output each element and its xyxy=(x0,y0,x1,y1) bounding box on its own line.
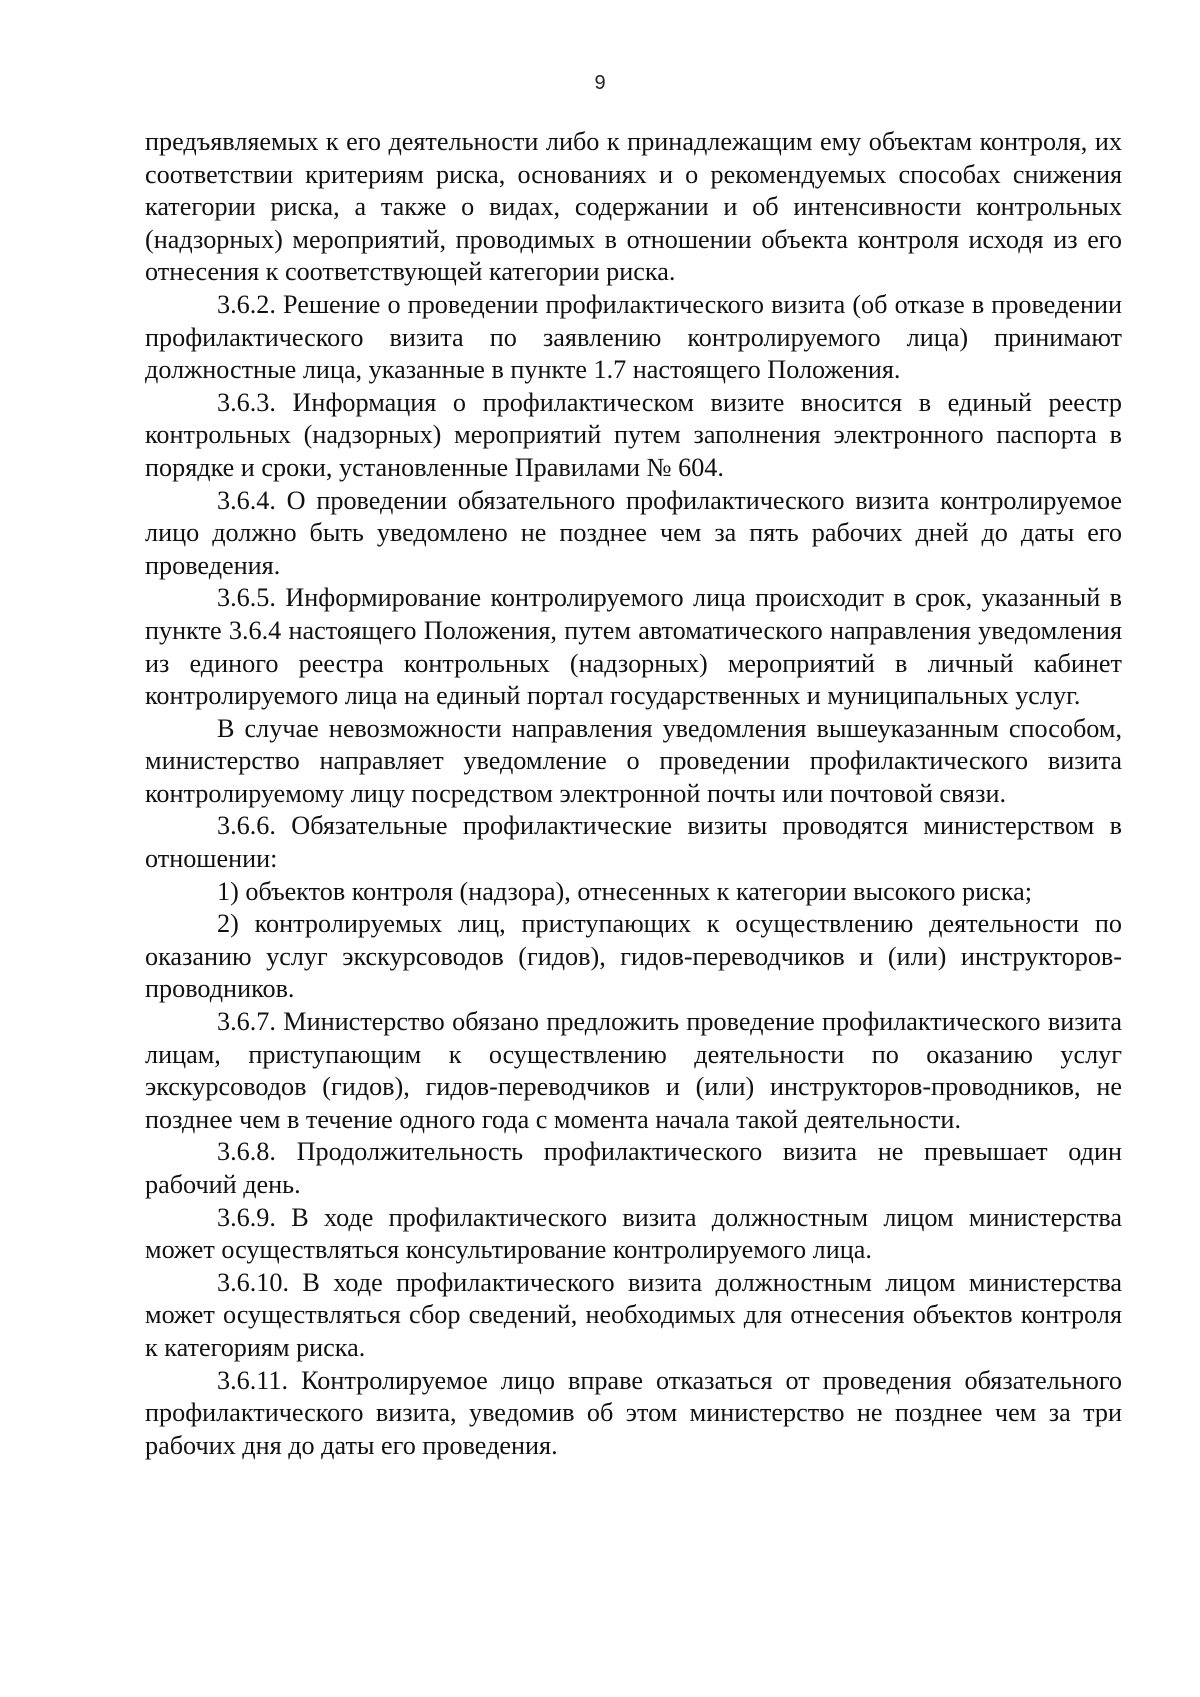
document-body xyxy=(145,126,1122,1462)
paragraph-3-6-4: 3.6.4. О проведении обязательного профилактического визита контролируемое лицо должно быть уведомлено не позднее чем за пять рабочих дней до даты его проведения. xyxy=(145,485,1122,580)
list-item-2: 2) контролируемых лиц, приступающих к осуществлению деятельности по оказанию услуг экскурсоводов (гидов), гидов-переводчиков и (или) инструкторов-проводников. xyxy=(145,909,1122,1004)
paragraph-3-6-9: 3.6.9. В ходе профилактического визита должностным лицом министерства может осуществляться консультирование контролируемого лица. xyxy=(145,1202,1122,1265)
paragraph-3-6-5-notice: В случае невозможности направления уведомления вышеуказанным способом, министерство направляет уведомление о проведении профилактического визита контролируемому лицу посредством электронной почты или почтовой связи. xyxy=(145,713,1122,808)
paragraph-3-6-11: 3.6.11. Контролируемое лицо вправе отказаться от проведения обязательного профилактического визита, уведомив об этом министерство не позднее чем за три рабочих дня до даты его проведения. xyxy=(145,1365,1122,1460)
page-number: 9 xyxy=(594,72,606,94)
paragraph-3-6-7: 3.6.7. Министерство обязано предложить проведение профилактического визита лицам, приступающим к осуществлению деятельности по оказанию услуг экскурсоводов (гидов), гидов-переводчиков и (или) инструкторов-проводников, не позднее чем в течение одного года с момента начала такой деятельности. xyxy=(145,1007,1122,1134)
paragraph-3-6-2: 3.6.2. Решение о проведении профилактического визита (об отказе в проведении профилактического визита по заявлению контролируемого лица) принимают должностные лица, указанные в пункте 1.7 настоящего Положения. xyxy=(145,289,1122,385)
paragraph-3-6-3: 3.6.3. Информация о профилактическом визите вносится в единый реестр контрольных (надзорных) мероприятий путем заполнения электронного паспорта в порядке и сроки, установленные Правилами № 604. xyxy=(145,387,1122,482)
paragraph-3-6-5: 3.6.5. Информирование контролируемого лица происходит в срок, указанный в пункте 3.6.4 настоящего Положения, путем автоматического направления уведомления из единого реестра контрольных (надзорных) мероприятий в личный кабинет контролируемого лица на единый портал государственных и муниципальных услуг. xyxy=(145,583,1122,711)
paragraph-3-6-6: 3.6.6. Обязательные профилактические визиты проводятся министерством в отношении: xyxy=(145,811,1122,874)
paragraph-3-6-10: 3.6.10. В ходе профилактического визита должностным лицом министерства может осуществляться сбор сведений, необходимых для отнесения объектов контроля к категориям риска. xyxy=(145,1267,1122,1362)
paragraph-3-6-8: 3.6.8. Продолжительность профилактического визита не превышает один рабочий день. xyxy=(145,1137,1122,1199)
paragraph-continuation: предъявляемых к его деятельности либо к принадлежащим ему объектам контроля, их соответствии критериям риска, основаниях и о рекомендуемых способах снижения категории риска, а также о видах, содержании и об интенсивности контрольных (надзорных) мероприятий, проводимых в отношении объекта контроля исходя из его отнесения к соответствующей категории риска. xyxy=(145,127,1122,287)
list-item-1: 1) объектов контроля (надзора), отнесенных к категории высокого риска; xyxy=(217,876,1032,906)
